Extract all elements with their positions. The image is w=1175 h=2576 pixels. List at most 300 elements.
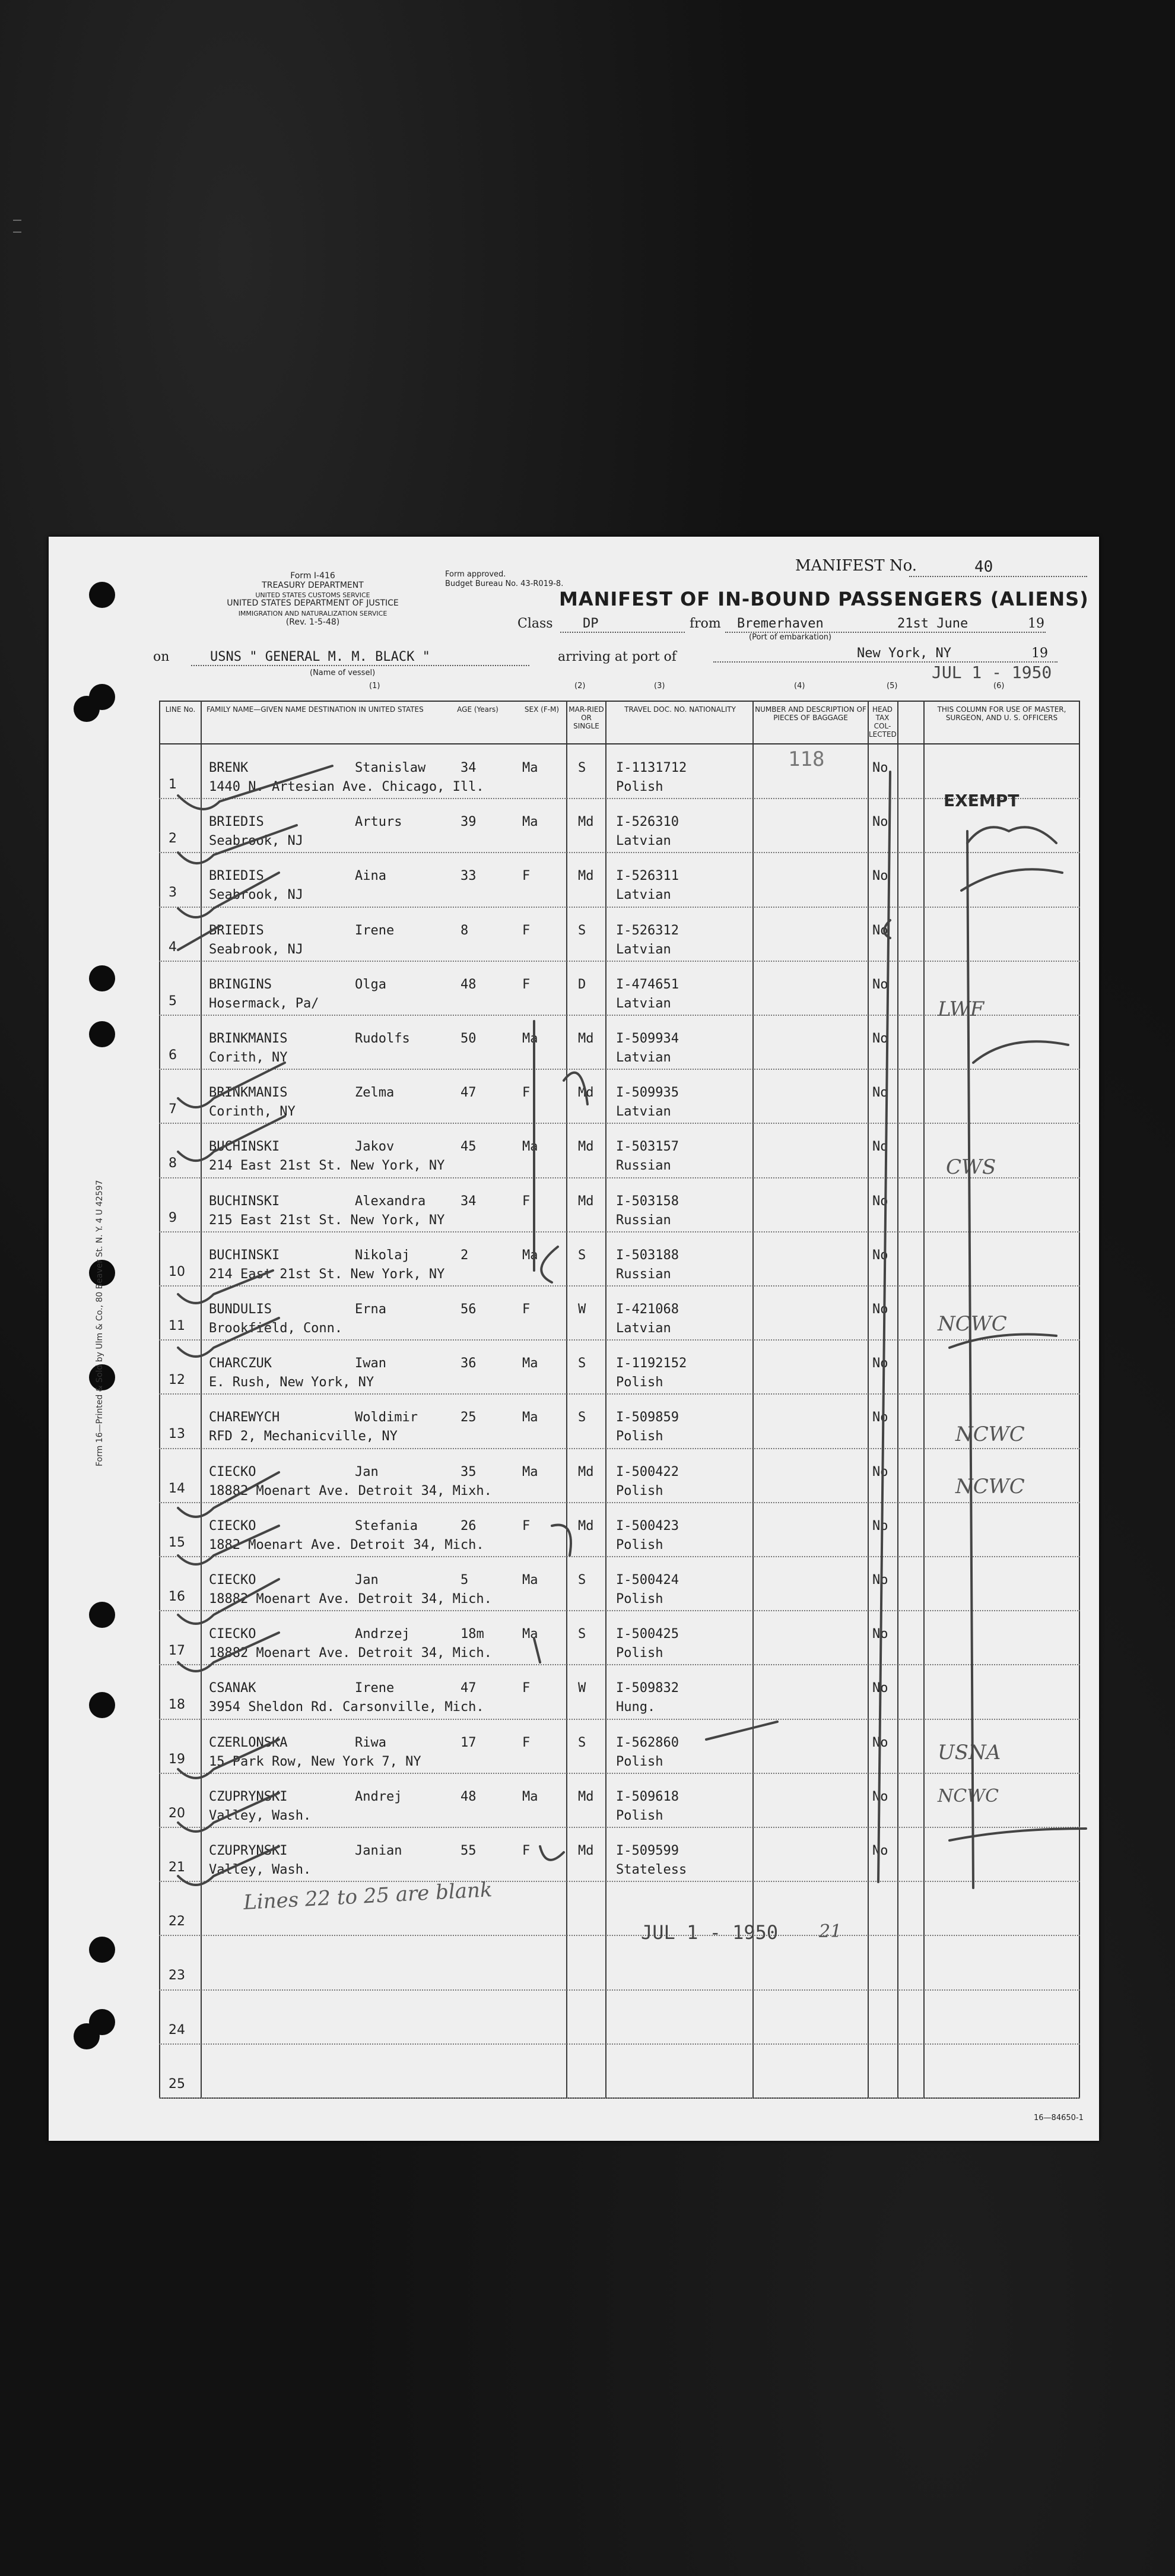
sex: Ma	[522, 761, 538, 775]
line-number: 3	[169, 885, 177, 901]
travel-doc-number: I-421068	[616, 1302, 679, 1317]
given-name: Stefania	[355, 1518, 418, 1533]
family-name: CSANAK	[209, 1681, 256, 1696]
line-number: 14	[169, 1481, 185, 1496]
scan-edge-mark	[13, 220, 21, 233]
destination: 214 East 21st St. New York, NY	[209, 1158, 445, 1174]
nationality: Polish	[616, 1754, 663, 1769]
travel-doc-number: I-509832	[616, 1681, 679, 1696]
head-tax: No	[872, 923, 888, 938]
from-year: 19	[1028, 616, 1044, 631]
table-row	[159, 1828, 1080, 1881]
given-name: Olga	[355, 977, 386, 992]
sex: F	[522, 1302, 531, 1317]
family-name: CIECKO	[209, 1518, 256, 1533]
line-number: 6	[169, 1048, 177, 1063]
destination: Seabrook, NJ	[209, 888, 303, 903]
travel-doc-number: I-509934	[616, 1031, 679, 1046]
nationality: Latvian	[616, 942, 671, 957]
age: 56	[461, 1302, 477, 1317]
line-number: 5	[169, 993, 177, 1009]
nationality: Polish	[616, 1592, 663, 1607]
given-name: Arturs	[355, 815, 402, 830]
head-tax: No	[872, 1247, 888, 1263]
family-name: BUCHINSKI	[209, 1139, 280, 1155]
travel-doc-number: I-500422	[616, 1464, 679, 1479]
destination: E. Rush, New York, NY	[209, 1375, 374, 1390]
vessel-underline	[191, 665, 529, 666]
destination: 215 East 21st St. New York, NY	[209, 1212, 445, 1228]
given-name: Aina	[355, 869, 386, 884]
arrival-year: 19	[1031, 646, 1048, 661]
travel-doc-number: I-509935	[616, 1085, 679, 1101]
punch-hole	[89, 582, 115, 608]
family-name: BRIEDIS	[209, 923, 264, 938]
punch-hole	[74, 2023, 100, 2049]
nationality: Polish	[616, 1646, 663, 1661]
marital-status: S	[578, 1356, 586, 1371]
treasury-dept: TREASURY DEPARTMENT	[262, 581, 364, 590]
destination: Valley, Wash.	[209, 1808, 312, 1823]
printer-note: Form 16—Printed & Sold by Ulm & Co., 80 Beaver St. N. Y. 4 U 42597	[95, 1180, 104, 1466]
line-number: 15	[169, 1535, 185, 1550]
destination: Corinth, NY	[209, 1104, 296, 1120]
head-tax: No	[872, 1085, 888, 1101]
line-number: 9	[169, 1210, 177, 1225]
destination: RFD 2, Mechanicville, NY	[209, 1429, 398, 1444]
nationality: Latvian	[616, 1104, 671, 1120]
nationality: Russian	[616, 1266, 671, 1282]
sex: Ma	[522, 1464, 538, 1479]
sex: Ma	[522, 1031, 538, 1046]
age: 36	[461, 1356, 477, 1371]
age: 34	[461, 1193, 477, 1209]
marital-status: S	[578, 1735, 586, 1750]
age: 26	[461, 1518, 477, 1533]
head-tax: No	[872, 1356, 888, 1371]
marital-status: S	[578, 1410, 586, 1425]
age: 45	[461, 1139, 477, 1155]
table-row	[159, 1936, 1080, 1989]
nationality: Latvian	[616, 996, 671, 1011]
table-row	[159, 1232, 1080, 1285]
page-title: MANIFEST OF IN-BOUND PASSENGERS (ALIENS)	[559, 588, 1089, 610]
head-tax: No	[872, 977, 888, 992]
line-number: 18	[169, 1697, 185, 1713]
sex: F	[522, 1735, 531, 1750]
age: 39	[461, 815, 477, 830]
given-name: Nikolaj	[355, 1247, 410, 1263]
line22-count: 21	[819, 1921, 842, 1942]
family-name: BUCHINSKI	[209, 1247, 280, 1263]
officer-note-usna: USNA	[938, 1741, 1001, 1764]
head-tax: No	[872, 1193, 888, 1209]
age: 34	[461, 761, 477, 775]
age: 18m	[461, 1627, 484, 1642]
justice-dept: UNITED STATES DEPARTMENT OF JUSTICE	[227, 598, 399, 608]
destination: Hosermack, Pa/	[209, 996, 319, 1011]
line-number: 1	[169, 777, 177, 792]
col-head-age: AGE (Years)	[457, 705, 498, 714]
manifest-number: 40	[974, 558, 993, 576]
head-tax: No	[872, 1573, 888, 1588]
sex: F	[522, 923, 531, 938]
travel-doc-number: I-562860	[616, 1735, 679, 1750]
family-name: BUCHINSKI	[209, 1193, 280, 1209]
budget-bureau: Budget Bureau No. 43-R019-8.	[445, 579, 564, 588]
head-tax: No	[872, 1302, 888, 1317]
travel-doc-number: I-1131712	[616, 761, 687, 775]
travel-doc-number: I-500423	[616, 1518, 679, 1533]
col-num-3: (3)	[654, 682, 665, 690]
officer-note-ncwc-13: NCWC	[955, 1422, 1025, 1446]
travel-doc-number: I-526312	[616, 923, 679, 938]
head-tax: No	[872, 1627, 888, 1642]
travel-doc-number: I-1192152	[616, 1356, 687, 1371]
given-name: Zelma	[355, 1085, 395, 1101]
line-number: 20	[169, 1805, 185, 1821]
table-row	[159, 853, 1080, 906]
travel-doc-number: I-474651	[616, 977, 679, 992]
sex: F	[522, 1193, 531, 1209]
row-rule	[159, 2097, 1080, 2099]
nationality: Hung.	[616, 1700, 656, 1715]
col-head-doc: TRAVEL DOC. NO. NATIONALITY	[624, 705, 736, 714]
travel-doc-number: I-503157	[616, 1139, 679, 1155]
given-name: Erna	[355, 1302, 386, 1317]
family-name: BRIEDIS	[209, 815, 264, 830]
officer-note-cws: CWS	[946, 1155, 996, 1179]
table-row	[159, 799, 1080, 852]
punch-hole	[89, 1021, 115, 1047]
class-label: Class	[517, 616, 553, 631]
head-tax: No	[872, 1031, 888, 1046]
travel-doc-number: I-509618	[616, 1789, 679, 1804]
marital-status: Md	[578, 1085, 594, 1101]
head-tax: No	[872, 1681, 888, 1696]
col-head-officers: THIS COLUMN FOR USE OF MASTER, SURGEON, AND U. S. OFFICERS	[937, 705, 1066, 722]
marital-status: S	[578, 923, 586, 938]
travel-doc-number: I-500424	[616, 1573, 679, 1588]
line-number: 21	[169, 1860, 185, 1875]
family-name: CZUPRYNSKI	[209, 1789, 288, 1804]
family-name: BUNDULIS	[209, 1302, 272, 1317]
line-number: 17	[169, 1643, 185, 1659]
col-head-tax: HEAD TAX COL-LECTED	[869, 705, 897, 739]
table-row	[159, 1503, 1080, 1556]
given-name: Jakov	[355, 1139, 395, 1155]
table-row	[159, 1395, 1080, 1447]
marital-status: Md	[578, 1464, 594, 1479]
travel-doc-number: I-526310	[616, 815, 679, 830]
col-head-sex: SEX (F-M)	[524, 705, 560, 714]
family-name: CHAREWYCH	[209, 1410, 280, 1425]
line22-date-stamp: JUL 1 - 1950	[641, 1921, 779, 1944]
age: 33	[461, 869, 477, 884]
col-head-marital: MAR-RIED OR SINGLE	[569, 705, 604, 730]
line-number: 23	[169, 1968, 185, 1984]
given-name: Irene	[355, 1681, 395, 1696]
arriving-label: arriving at port of	[558, 649, 677, 664]
age: 48	[461, 1789, 477, 1804]
header-rule	[159, 743, 1080, 744]
travel-doc-number: I-500425	[616, 1627, 679, 1642]
marital-status: Md	[578, 1031, 594, 1046]
head-tax: No	[872, 869, 888, 884]
destination: 15 Park Row, New York 7, NY	[209, 1754, 421, 1769]
vessel-caption: (Name of vessel)	[310, 668, 376, 677]
travel-doc-number: I-509859	[616, 1410, 679, 1425]
marital-status: D	[578, 977, 586, 992]
given-name: Andrej	[355, 1789, 402, 1804]
marital-status: S	[578, 761, 586, 775]
head-tax: No	[872, 1464, 888, 1479]
marital-status: Md	[578, 1193, 594, 1209]
sex: F	[522, 1085, 531, 1101]
destination: Corith, NY	[209, 1050, 288, 1065]
table-row	[159, 1124, 1080, 1177]
marital-status: Md	[578, 869, 594, 884]
punch-hole	[89, 965, 115, 991]
form-approved: Form approved.	[445, 570, 506, 579]
nationality: Latvian	[616, 1321, 671, 1336]
family-name: BRENK	[209, 761, 249, 775]
punch-hole	[89, 1692, 115, 1718]
family-name: CZUPRYNSKI	[209, 1843, 288, 1858]
vessel-col-num: (1)	[369, 682, 380, 690]
from-label: from	[690, 616, 721, 631]
destination: Valley, Wash.	[209, 1862, 312, 1877]
age: 50	[461, 1031, 477, 1046]
destination: Seabrook, NJ	[209, 834, 303, 849]
given-name: Irene	[355, 923, 395, 938]
table-row	[159, 2045, 1080, 2097]
given-name: Jan	[355, 1573, 379, 1588]
nationality: Latvian	[616, 888, 671, 903]
given-name: Jan	[355, 1464, 379, 1479]
nationality: Latvian	[616, 1050, 671, 1065]
sex: Ma	[522, 1410, 538, 1425]
age: 8	[461, 923, 469, 938]
family-name: BRINKMANIS	[209, 1085, 288, 1101]
destination: Brookfield, Conn.	[209, 1321, 343, 1336]
col-num-4: (4)	[794, 682, 805, 690]
age: 25	[461, 1410, 477, 1425]
col-num-5: (5)	[887, 682, 898, 690]
table-row	[159, 1991, 1080, 2043]
col-head-baggage: NUMBER AND DESCRIPTION OF PIECES OF BAGGAGE	[755, 705, 866, 722]
family-name: BRINKMANIS	[209, 1031, 288, 1046]
col-num-6: (6)	[993, 682, 1005, 690]
travel-doc-number: I-503158	[616, 1193, 679, 1209]
table-row	[159, 1557, 1080, 1610]
head-tax: No	[872, 761, 888, 775]
marital-status: W	[578, 1681, 586, 1696]
nationality: Russian	[616, 1158, 671, 1174]
punch-hole	[89, 1937, 115, 1963]
line-number: 10	[169, 1264, 185, 1279]
officer-note-exempt: EXEMPT	[944, 791, 1020, 810]
sex: F	[522, 1843, 531, 1858]
destination: 1440 N. Artesian Ave. Chicago, Ill.	[209, 780, 484, 794]
manifest-number-label: MANIFEST No.	[795, 557, 917, 575]
given-name: Stanislaw	[355, 761, 426, 775]
marital-status: S	[578, 1627, 586, 1642]
class-underline	[560, 632, 685, 633]
marital-status: Md	[578, 1518, 594, 1533]
sex: Ma	[522, 815, 538, 830]
on-label: on	[153, 649, 170, 664]
given-name: Andrzej	[355, 1627, 410, 1642]
travel-doc-number: I-526311	[616, 869, 679, 884]
sex: Ma	[522, 1247, 538, 1263]
family-name: CHARCZUK	[209, 1356, 272, 1371]
line-number: 12	[169, 1373, 185, 1388]
marital-status: Md	[578, 1843, 594, 1858]
family-name: BRINGINS	[209, 977, 272, 992]
family-name: CZERLONSKA	[209, 1735, 288, 1750]
form-revision: (Rev. 1-5-48)	[285, 617, 340, 627]
table-row	[159, 1449, 1080, 1502]
nationality: Polish	[616, 1483, 663, 1498]
age: 47	[461, 1085, 477, 1101]
baggage: 118	[788, 747, 825, 771]
family-name: CIECKO	[209, 1464, 256, 1479]
given-name: Rudolfs	[355, 1031, 410, 1046]
line-number: 19	[169, 1751, 185, 1767]
nationality: Polish	[616, 1808, 663, 1823]
destination: 1882 Moenart Ave. Detroit 34, Mich.	[209, 1537, 484, 1552]
table-row	[159, 1611, 1080, 1664]
line-number: 11	[169, 1319, 185, 1333]
destination: 18882 Moenart Ave. Detroit 34, Mich.	[209, 1646, 492, 1661]
line22-handwritten-note: Lines 22 to 25 are blank	[243, 1878, 493, 1915]
col-head-name: FAMILY NAME—GIVEN NAME DESTINATION IN UNITED STATES	[207, 705, 424, 714]
marital-status: Md	[578, 1789, 594, 1804]
sex: Ma	[522, 1573, 538, 1588]
from-port: Bremerhaven	[737, 616, 824, 631]
sex: F	[522, 1518, 531, 1533]
col-head-line: LINE No.	[165, 705, 196, 714]
nationality: Polish	[616, 1429, 663, 1444]
from-date: 21st June	[897, 616, 968, 631]
given-name: Iwan	[355, 1356, 386, 1371]
head-tax: No	[872, 815, 888, 830]
destination: 214 East 21st St. New York, NY	[209, 1266, 445, 1282]
port-caption: (Port of embarkation)	[749, 633, 832, 642]
age: 55	[461, 1843, 477, 1858]
sex: Ma	[522, 1627, 538, 1642]
line-number: 16	[169, 1589, 185, 1604]
age: 35	[461, 1464, 477, 1479]
head-tax: No	[872, 1735, 888, 1750]
line-number: 25	[169, 2076, 185, 2092]
nationality: Latvian	[616, 834, 671, 849]
customs-service: UNITED STATES CUSTOMS SERVICE	[255, 591, 370, 599]
table-row	[159, 1016, 1080, 1069]
sex: F	[522, 1681, 531, 1696]
nationality: Stateless	[616, 1862, 687, 1877]
officer-note-ncwc-14: NCWC	[955, 1475, 1025, 1498]
age: 47	[461, 1681, 477, 1696]
travel-doc-number: I-509599	[616, 1843, 679, 1858]
travel-doc-number: I-503188	[616, 1247, 679, 1263]
vessel-name: USNS " GENERAL M. M. BLACK "	[210, 649, 430, 664]
given-name: Janian	[355, 1843, 402, 1858]
line-number: 24	[169, 2022, 185, 2038]
nationality: Polish	[616, 1537, 663, 1552]
given-name: Alexandra	[355, 1193, 426, 1209]
line-number: 8	[169, 1156, 177, 1171]
marital-status: Md	[578, 1139, 594, 1155]
arrival-port: New York, NY	[857, 646, 951, 661]
family-name: CIECKO	[209, 1573, 256, 1588]
age: 2	[461, 1247, 469, 1263]
head-tax: No	[872, 1139, 888, 1155]
age: 5	[461, 1573, 469, 1588]
table-row	[159, 1178, 1080, 1231]
table-row	[159, 745, 1080, 798]
officer-note-lwf: LWF	[938, 997, 985, 1021]
sex: Ma	[522, 1139, 538, 1155]
nationality: Polish	[616, 780, 663, 794]
marital-status: S	[578, 1247, 586, 1263]
head-tax: No	[872, 1789, 888, 1804]
nationality: Russian	[616, 1212, 671, 1228]
marital-status: W	[578, 1302, 586, 1317]
marital-status: S	[578, 1573, 586, 1588]
head-tax: No	[872, 1410, 888, 1425]
age: 17	[461, 1735, 477, 1750]
sex: Ma	[522, 1356, 538, 1371]
sex: Ma	[522, 1789, 538, 1804]
given-name: Woldimir	[355, 1410, 418, 1425]
officer-note-ncwc-11: NCWC	[938, 1312, 1007, 1336]
destination: 18882 Moenart Ave. Detroit 34, Mich.	[209, 1592, 492, 1607]
line-number: 4	[169, 939, 177, 955]
footer-code: 16—84650-1	[1034, 2114, 1084, 2122]
family-name: BRIEDIS	[209, 869, 264, 884]
col-num-2: (2)	[574, 682, 586, 690]
sex: F	[522, 869, 531, 884]
age: 48	[461, 977, 477, 992]
form-number: Form I-416	[290, 571, 335, 581]
manifest-number-underline	[909, 576, 1087, 577]
sex: F	[522, 977, 531, 992]
class-value: DP	[583, 616, 599, 631]
head-tax: No	[872, 1518, 888, 1533]
destination: 3954 Sheldon Rd. Carsonville, Mich.	[209, 1700, 484, 1715]
head-tax: No	[872, 1843, 888, 1858]
line-number: 22	[169, 1914, 185, 1929]
family-name: CIECKO	[209, 1627, 256, 1642]
line-number: 2	[169, 831, 177, 847]
line-number: 7	[169, 1102, 177, 1117]
table-row	[159, 1341, 1080, 1393]
destination: Seabrook, NJ	[209, 942, 303, 957]
table-row	[159, 1070, 1080, 1123]
given-name: Riwa	[355, 1735, 386, 1750]
table-row	[159, 908, 1080, 961]
destination: 18882 Moenart Ave. Detroit 34, Mixh.	[209, 1483, 492, 1498]
table-row	[159, 1665, 1080, 1718]
nationality: Polish	[616, 1375, 663, 1390]
ins-service: IMMIGRATION AND NATURALIZATION SERVICE	[238, 610, 388, 617]
officer-note-ncwc-20: NCWC	[938, 1786, 999, 1807]
punch-hole	[89, 1602, 115, 1628]
arrival-date-stamp: JUL 1 - 1950	[932, 663, 1052, 682]
punch-hole	[89, 684, 115, 710]
